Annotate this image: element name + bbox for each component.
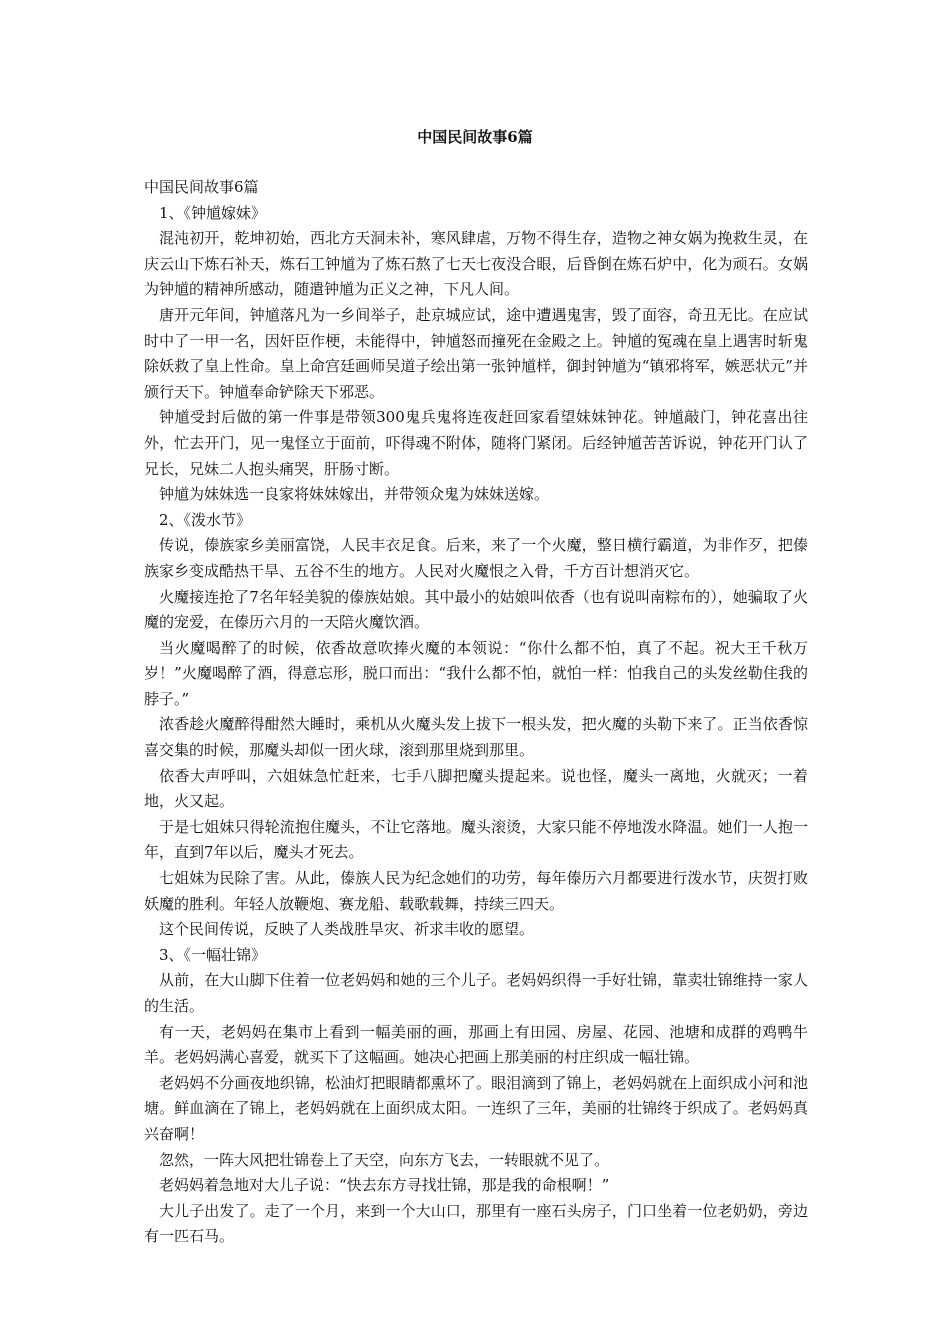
section-heading: 2、《泼水节》 — [159, 510, 252, 529]
paragraph: 忽然，一阵大风把壮锦卷上了天空，向东方飞去，一转眼就不见了。 — [159, 1150, 610, 1169]
paragraph: 这个民间传说，反映了人类战胜旱灾、祈求丰收的愿望。 — [159, 920, 535, 939]
paragraph: 大儿子出发了。走了一个月，来到一个大山口，那里有一座石头房子，门口坐着一位老奶奶，旁边有一匹石马。 — [144, 1201, 808, 1246]
paragraph: 老妈妈不分画夜地织锦，松油灯把眼睛都熏坏了。眼泪滴到了锦上，老妈妈就在上面织成小河和池塘。鲜血滴在了锦上，老妈妈就在上面织成太阳。一连织了三年，美丽的壮锦终于织成了。老妈妈真兴奋啊！ — [144, 1073, 808, 1143]
paragraph: 钟馗为妹妹选一良家将妹妹嫁出，并带领众鬼为妹妹送嫁。 — [159, 485, 550, 504]
paragraph: 唐开元年间，钟馗落凡为一乡间举子，赴京城应试，途中遭遇鬼害，毁了面容，奇丑无比。在应试时中了一甲一名，因奸臣作梗，未能得中，钟馗怒而撞死在金殿之上。钟馗的冤魂在皇上遇害时斩鬼除妖救了皇上性命。皇上命宫廷画师吴道子绘出第一张钟馗样，御封钟馗为“镇邪将军，嫉恶状元”并颁行天下。钟馗奉命铲除天下邪恶。 — [144, 305, 808, 401]
paragraph: 七姐妹为民除了害。从此，傣族人民为纪念她们的功劳，每年傣历六月都要进行泼水节，庆贺打败妖魔的胜利。年轻人放鞭炮、赛龙船、载歌载舞，持续三四天。 — [144, 869, 808, 913]
document-title: 中国民间故事6篇 — [417, 128, 533, 146]
document-body — [144, 175, 808, 1250]
paragraph: 传说，傣族家乡美丽富饶，人民丰衣足食。后来，来了一个火魔，整日横行霸道，为非作歹，把傣族家乡变成酷热干旱、五谷不生的地方。人民对火魔恨之入骨，千方百计想消灭它。 — [144, 536, 808, 580]
paragraph: 从前，在大山脚下住着一位老妈妈和她的三个儿子。老妈妈织得一手好壮锦，靠卖壮锦维持一家人的生活。 — [144, 971, 808, 1015]
paragraph: 浓香趁火魔醉得酣然大睡时，乘机从火魔头发上拔下一根头发，把火魔的头勒下来了。正当依香惊喜交集的时候，那魔头却似一团火球，滚到那里烧到那里。 — [144, 715, 808, 760]
paragraph: 于是七姐妹只得轮流抱住魔头，不让它落地。魔头滚烫，大家只能不停地泼水降温。她们一人抱一年，直到7年以后，魔头才死去。 — [144, 817, 808, 862]
document-heading: 中国民间故事6篇 — [144, 178, 259, 196]
paragraph: 混沌初开，乾坤初始，西北方天洞未补，寒风肆虐，万物不得生存，造物之神女娲为挽救生灵，在庆云山下炼石补天，炼石工钟馗为了炼石熬了七天七夜没合眼，后昏倒在炼石炉中，化为顽石。女娲为钟馗的精神所感动，随遣钟馗为正义之神，下凡人间。 — [144, 229, 808, 299]
paragraph: 依香大声呼叫，六姐妹急忙赶来，七手八脚把魔头提起来。说也怪，魔头一离地，火就灭；一着地，火又起。 — [144, 766, 808, 811]
section-heading: 3、《一幅壮锦》 — [159, 945, 267, 964]
paragraph: 当火魔喝醉了的时候，依香故意吹捧火魔的本领说：“你什么都不怕，真了不起。祝大王千秋万岁！”火魔喝醉了酒，得意忘形，脱口而出：“我什么都不怕，就怕一样：怕我自己的头发丝勒住我的脖子。” — [144, 638, 808, 708]
section-heading: 1、《钟馗嫁妹》 — [159, 203, 267, 222]
paragraph: 钟馗受封后做的第一件事是带领300鬼兵鬼将连夜赶回家看望妹妹钟花。钟馗敲门，钟花喜出往外，忙去开门，见一鬼怪立于面前，吓得魂不附体，随将门紧闭。后经钟馗苦苦诉说，钟花开门认了兄长，兄妹二人抱头痛哭，肝肠寸断。 — [144, 408, 808, 478]
paragraph: 有一天，老妈妈在集市上看到一幅美丽的画，那画上有田园、房屋、花园、池塘和成群的鸡鸭牛羊。老妈妈满心喜爱，就买下了这幅画。她决心把画上那美丽的村庄织成一幅壮锦。 — [144, 1022, 808, 1067]
paragraph: 老妈妈着急地对大儿子说：“快去东方寻找壮锦，那是我的命根啊！” — [159, 1176, 610, 1195]
paragraph: 火魔接连抢了7名年轻美貌的傣族姑娘。其中最小的姑娘叫依香（也有说叫南粽布的），她骗取了火魔的宠爱，在傣历六月的一天陪火魔饮酒。 — [144, 587, 808, 632]
